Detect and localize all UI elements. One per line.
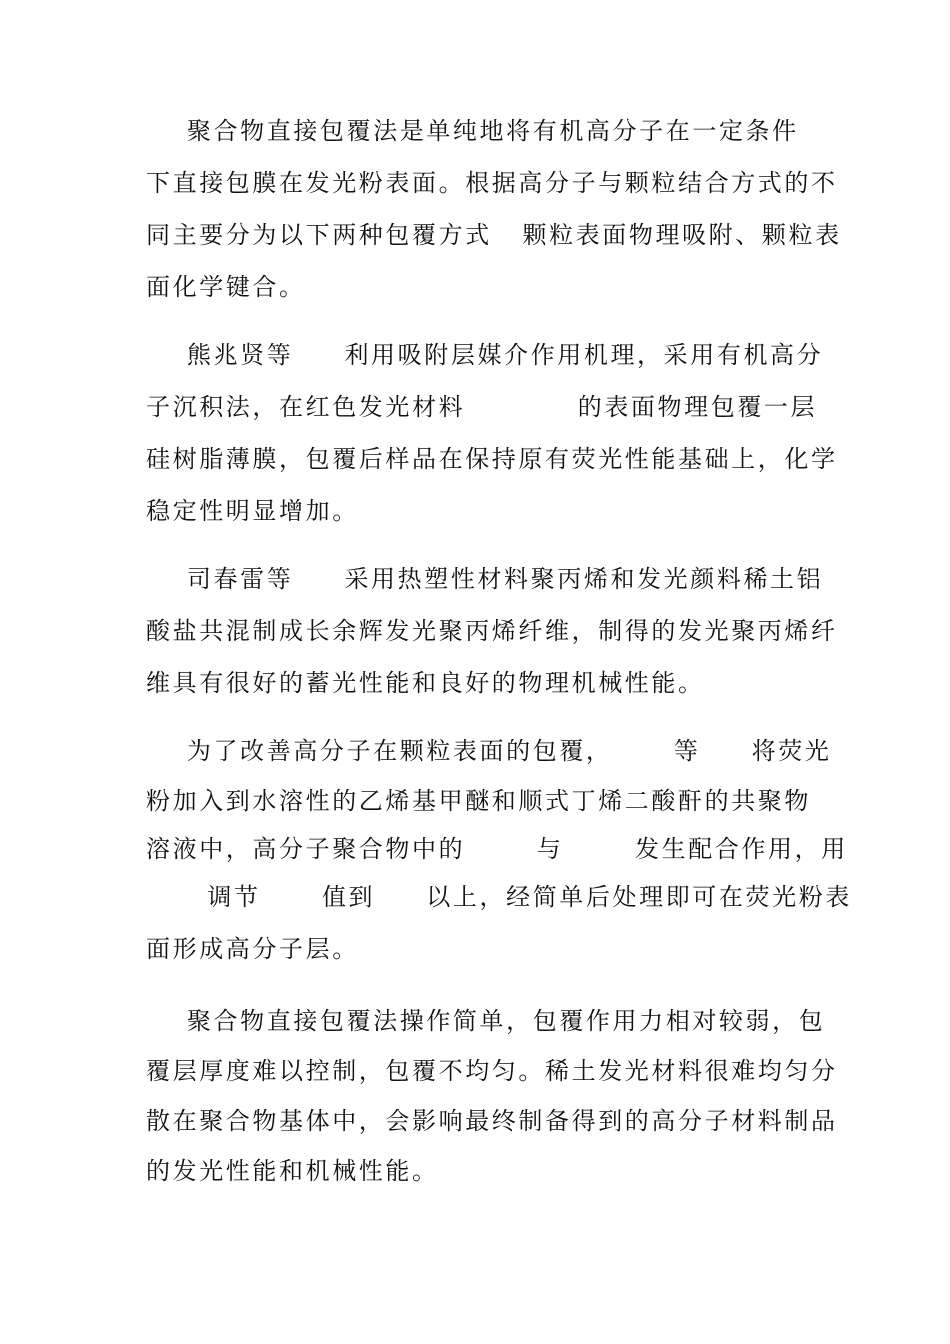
paragraph-line: 面化学键合。 xyxy=(146,273,306,301)
paragraph-line: 聚合物直接包覆法是单纯地将有机高分子在一定条件 xyxy=(146,117,799,145)
paragraph-line: 熊兆贤等 利用吸附层媒介作用机理，采用有机高分 xyxy=(146,341,824,369)
paragraph-line: 溶液中，高分子聚合物中的 与 发生配合作用，用 xyxy=(146,835,848,863)
paragraph-line: 为了改善高分子在颗粒表面的包覆， 等 将荧光 xyxy=(146,737,832,765)
paragraph-line: 面形成高分子层。 xyxy=(146,935,359,963)
paragraph-line: 稳定性明显增加。 xyxy=(146,497,359,525)
paragraph-line: 下直接包膜在发光粉表面。根据高分子与颗粒结合方式的不 xyxy=(146,169,838,197)
paragraph-line: 覆层厚度难以控制，包覆不均匀。稀土发光材料很难均匀分 xyxy=(146,1057,838,1085)
paragraph-line: 散在聚合物基体中，会影响最终制备得到的高分子材料制品 xyxy=(146,1107,838,1135)
paragraph-line: 粉加入到水溶性的乙烯基甲醚和顺式丁烯二酸酐的共聚物 xyxy=(146,787,811,815)
paragraph-line: 调节 值到 以上，经简单后处理即可在荧光粉表 xyxy=(146,883,852,911)
paragraph-line: 聚合物直接包覆法操作简单，包覆作用力相对较弱，包 xyxy=(146,1007,826,1035)
paragraph-line: 硅树脂薄膜，包覆后样品在保持原有荧光性能基础上，化学 xyxy=(146,445,838,473)
paragraph-line: 同主要分为以下两种包覆方式 颗粒表面物理吸附、颗粒表 xyxy=(146,221,842,249)
paragraph-line: 司春雷等 采用热塑性材料聚丙烯和发光颜料稀土铝 xyxy=(146,565,824,593)
paragraph-line: 维具有很好的蓄光性能和良好的物理机械性能。 xyxy=(146,669,705,697)
paragraph-line: 子沉积法，在红色发光材料 的表面物理包覆一层 xyxy=(146,393,818,421)
paragraph-line: 的发光性能和机械性能。 xyxy=(146,1157,439,1185)
paragraph-line: 酸盐共混制成长余辉发光聚丙烯纤维，制得的发光聚丙烯纤 xyxy=(146,617,838,645)
